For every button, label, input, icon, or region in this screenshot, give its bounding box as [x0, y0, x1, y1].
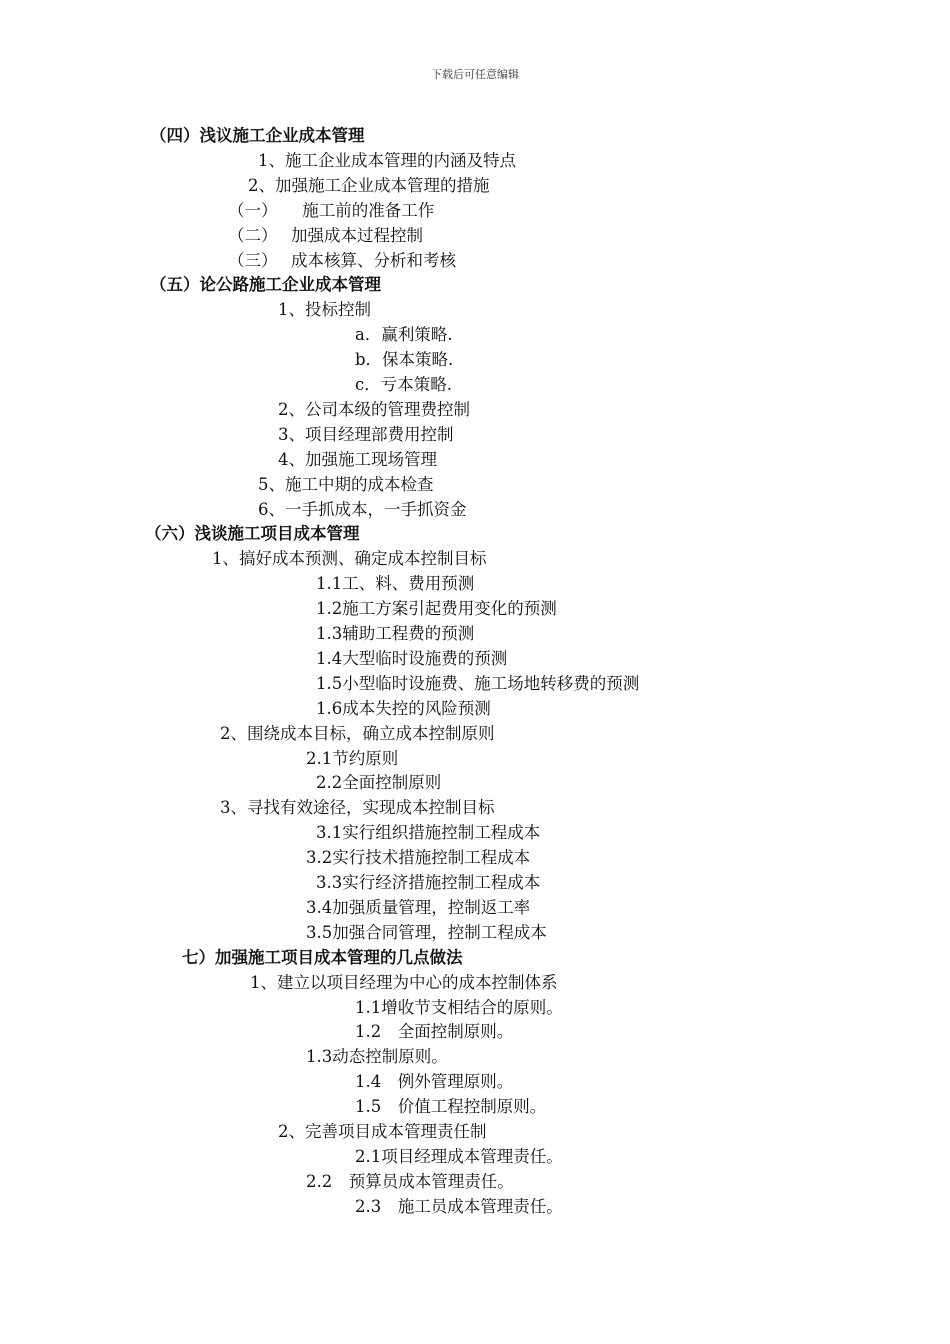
outline-item: （一） 施工前的准备工作 — [228, 200, 435, 220]
outline-item: 1.3辅助工程费的预测 — [316, 624, 475, 643]
outline-item: 2.1节约原则 — [306, 748, 399, 768]
outline-item: 1.1增收节支相结合的原则。 — [355, 997, 563, 1017]
outline-item: 1、投标控制 — [278, 300, 371, 320]
outline-item: 2、围绕成本目标，确立成本控制原则 — [220, 723, 495, 743]
outline-item: 3、寻找有效途径，实现成本控制目标 — [220, 798, 495, 818]
section-heading: （四）浅议施工企业成本管理 — [150, 126, 365, 145]
outline-item: 4、加强施工现场管理 — [278, 449, 437, 469]
outline-item: 1.6成本失控的风险预测 — [316, 698, 491, 718]
outline-item: 3.1实行组织措施控制工程成本 — [316, 823, 541, 843]
outline-item: 1、建立以项目经理为中心的成本控制体系 — [250, 972, 558, 992]
outline-item: 1.4大型临时设施费的预测 — [316, 648, 508, 668]
outline-item: 1、搞好成本预测、确定成本控制目标 — [212, 549, 487, 569]
outline-item: 2.3 施工员成本管理责任。 — [355, 1196, 563, 1216]
outline-item: （二） 加强成本过程控制 — [228, 225, 423, 245]
outline-item: 2、公司本级的管理费控制 — [278, 399, 470, 419]
outline-item: 1.3动态控制原则。 — [306, 1047, 448, 1067]
outline-item: 2.2 预算员成本管理责任。 — [306, 1171, 514, 1191]
outline-item: 1、施工企业成本管理的内涵及特点 — [258, 150, 516, 170]
outline-item: 1.4 例外管理原则。 — [355, 1072, 514, 1092]
outline-item: b．保本策略. — [355, 350, 454, 370]
outline-item: 6、一手抓成本，一手抓资金 — [258, 499, 467, 519]
outline-item: 3.2实行技术措施控制工程成本 — [306, 848, 531, 868]
outline-item: c．亏本策略. — [355, 375, 452, 394]
outline-item: 1.2施工方案引起费用变化的预测 — [316, 599, 557, 619]
outline-item: a．赢利策略. — [355, 325, 453, 345]
outline-item: （三） 成本核算、分析和考核 — [228, 250, 456, 270]
outline-item: 3.3实行经济措施控制工程成本 — [316, 873, 541, 892]
outline-item: 3.5加强合同管理，控制工程成本 — [306, 922, 547, 942]
outline-item: 3、项目经理部费用控制 — [278, 424, 454, 444]
outline-item: 5、施工中期的成本检查 — [258, 474, 434, 494]
outline-item: 2.2全面控制原则 — [316, 773, 442, 793]
outline-item: 2、完善项目成本管理责任制 — [278, 1122, 487, 1141]
outline-item: 3.4加强质量管理，控制返工率 — [306, 897, 531, 917]
outline-item: 2.1项目经理成本管理责任。 — [355, 1146, 563, 1166]
outline-item: 2、加强施工企业成本管理的措施 — [248, 175, 490, 195]
outline-item: 1.5小型临时设施费、施工场地转移费的预测 — [316, 673, 640, 693]
section-heading: （六）浅谈施工项目成本管理 — [145, 524, 360, 544]
section-heading: （五）论公路施工企业成本管理 — [150, 275, 381, 295]
section-heading: 七）加强施工项目成本管理的几点做法 — [182, 947, 463, 967]
page-header-note: 下载后可任意编辑 — [431, 68, 519, 81]
outline-item: 1.5 价值工程控制原则。 — [355, 1097, 547, 1117]
outline-item: 1.1工、料、费用预测 — [316, 574, 475, 594]
outline-item: 1.2 全面控制原则。 — [355, 1022, 514, 1042]
